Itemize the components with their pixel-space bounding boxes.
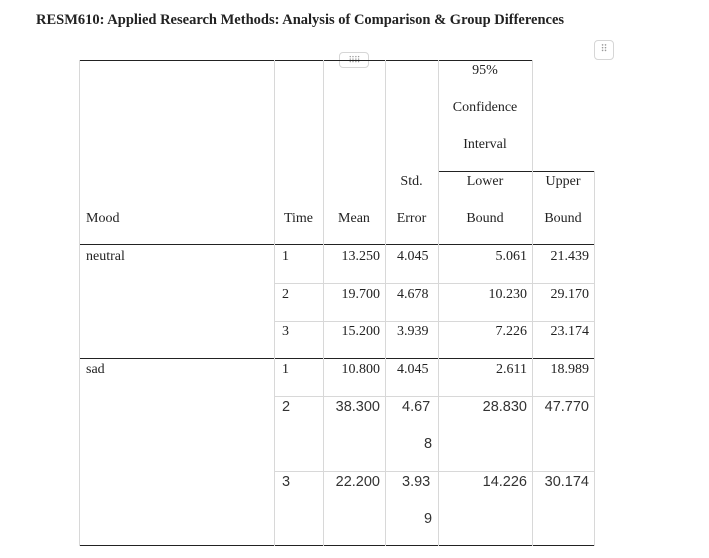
- mean-cell: 22.200: [335, 474, 380, 490]
- mean-cell: 38.300: [335, 399, 380, 415]
- upper-cell: 18.989: [550, 362, 589, 377]
- mean-cell: 10.800: [341, 362, 380, 377]
- time-cell: 2: [282, 399, 291, 415]
- ci-header-line3: Interval: [463, 137, 507, 152]
- group-label-neutral: neutral: [86, 249, 125, 264]
- se-header-line2: Error: [396, 211, 427, 226]
- upper-cell: 47.770: [544, 399, 589, 415]
- se-cell: 4.045: [397, 362, 429, 377]
- time-header: Time: [283, 211, 314, 226]
- row-divider: [274, 321, 594, 322]
- table-drag-handle-icon[interactable]: ⠿⠿: [339, 52, 369, 68]
- ci-header-rule: [438, 171, 594, 172]
- lower-cell: 7.226: [495, 324, 527, 339]
- row-divider: [274, 396, 594, 397]
- lower-header-line1: Lower: [466, 174, 504, 189]
- table-bottom-rule: [79, 545, 594, 546]
- col-divider: [79, 60, 80, 546]
- col-divider: [385, 60, 386, 546]
- se-cell: 3.93: [402, 474, 431, 490]
- time-cell: 1: [282, 362, 289, 377]
- page-title: RESM610: Applied Research Methods: Analysis of Comparison & Group Differences: [36, 12, 565, 28]
- group-divider-rule: [79, 358, 594, 359]
- ci-header-line2: Confidence: [452, 100, 518, 115]
- se-cell: 4.67: [402, 399, 431, 415]
- time-cell: 2: [282, 287, 289, 302]
- upper-cell: 23.174: [550, 324, 589, 339]
- table-top-rule: [79, 60, 533, 61]
- header-bottom-rule: [79, 244, 594, 245]
- upper-header-line2: Bound: [544, 211, 582, 226]
- row-divider: [274, 283, 594, 284]
- lower-cell: 2.611: [496, 362, 527, 377]
- block-drag-handle-icon[interactable]: ⠿: [594, 40, 614, 60]
- upper-cell: 29.170: [550, 287, 589, 302]
- lower-cell: 5.061: [495, 249, 527, 264]
- se-cell: 4.045: [397, 249, 429, 264]
- col-divider: [594, 171, 595, 546]
- mood-header: Mood: [86, 211, 120, 226]
- col-divider: [274, 60, 275, 546]
- se-cell: 3.939: [397, 324, 429, 339]
- se-cell-wrap: 8: [424, 436, 433, 452]
- time-cell: 1: [282, 249, 289, 264]
- mean-cell: 13.250: [341, 249, 380, 264]
- ci-header-line1: 95%: [472, 63, 498, 78]
- group-label-sad: sad: [86, 362, 105, 377]
- row-divider: [274, 471, 594, 472]
- lower-cell: 10.230: [488, 287, 527, 302]
- lower-header-line2: Bound: [466, 211, 504, 226]
- mean-cell: 15.200: [341, 324, 380, 339]
- time-cell: 3: [282, 474, 291, 490]
- time-cell: 3: [282, 324, 289, 339]
- upper-cell: 21.439: [550, 249, 589, 264]
- lower-cell: 14.226: [482, 474, 527, 490]
- lower-cell: 28.830: [482, 399, 527, 415]
- se-cell: 4.678: [397, 287, 429, 302]
- mean-header: Mean: [338, 211, 370, 226]
- se-cell-wrap: 9: [424, 511, 433, 527]
- mean-cell: 19.700: [341, 287, 380, 302]
- upper-cell: 30.174: [544, 474, 589, 490]
- se-header-line1: Std.: [400, 174, 423, 189]
- upper-header-line1: Upper: [545, 174, 581, 189]
